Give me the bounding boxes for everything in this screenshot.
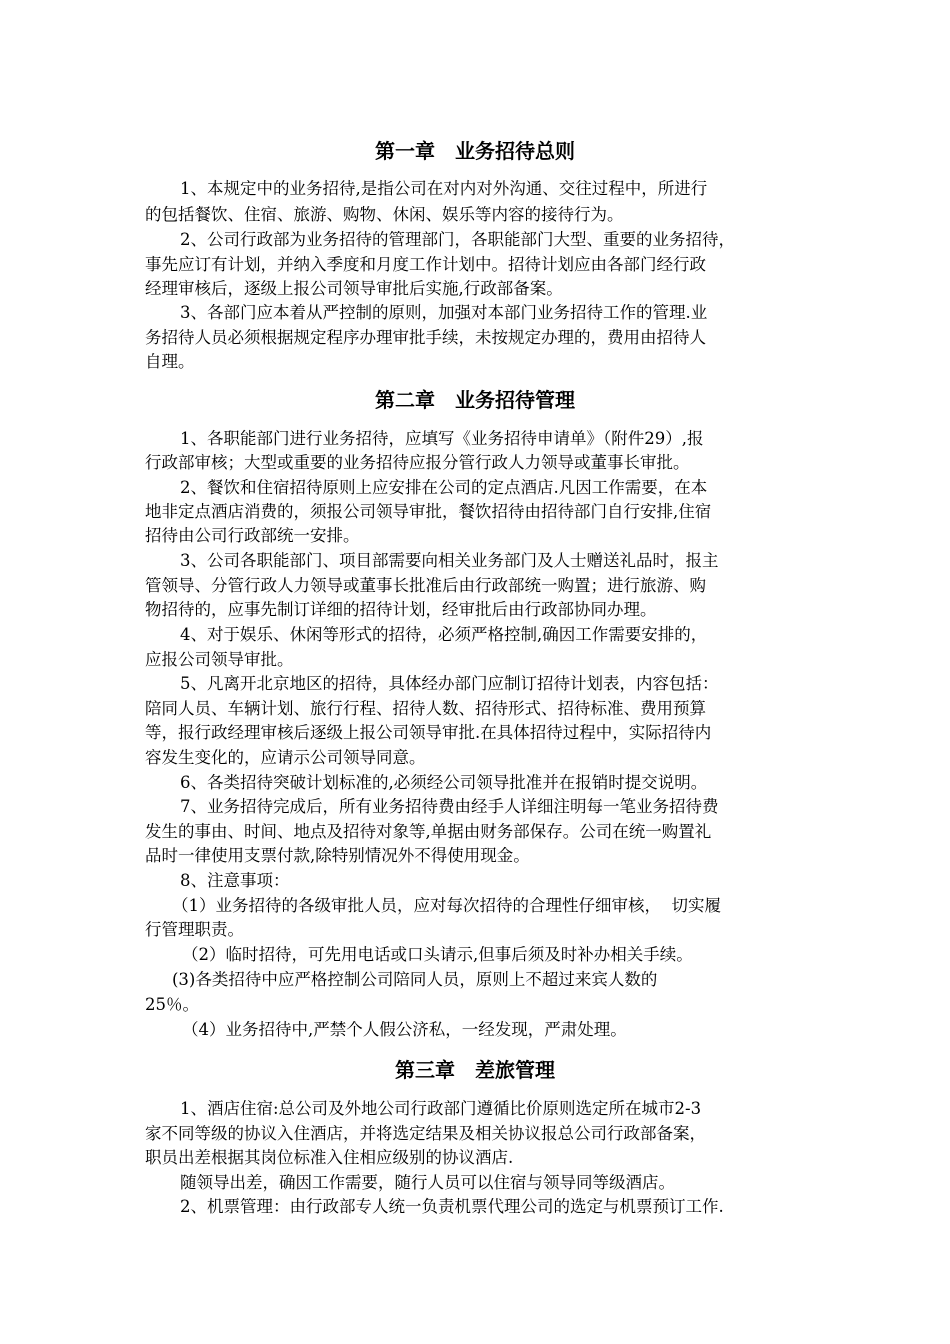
chapter-2-line-9: 4、对于娱乐、休闲等形式的招待，必须严格控制,确因工作需要安排的， [180, 625, 708, 644]
chapter-1-line-7: 务招待人员必须根据规定程序办理审批手续，未按规定办理的，费用由招待人 [145, 328, 706, 347]
chapter-2-line-17: 发生的事由、时间、地点及招待对象等,单据由财务部保存。公司在统一购置礼 [145, 822, 712, 841]
chapter-2-line-19: 8、注意事项： [180, 871, 290, 890]
chapter-1-line-1: 1、本规定中的业务招待,是指公司在对内对外沟通、交往过程中，所进行 [180, 179, 708, 198]
chapter-2-line-2: 行政部审核；大型或重要的业务招待应报分管行政人力领导或董事长审批。 [145, 453, 690, 472]
chapter-3-line-4: 随领导出差，确因工作需要，随行人员可以住宿与领导同等级酒店。 [180, 1173, 675, 1192]
chapter-1-line-4: 事先应订有计划，并纳入季度和月度工作计划中。招待计划应由各部门经行政 [145, 255, 706, 274]
chapter-2-line-20: （1）业务招待的各级审批人员，应对每次招待的合理性仔细审核， 切实履 [172, 896, 721, 915]
chapter-2-line-8: 物招待的，应事先制订详细的招待计划，经审批后由行政部协同办理。 [145, 600, 657, 619]
chapter-2-line-10: 应报公司领导审批。 [145, 650, 294, 669]
chapter-2-line-22: （2）临时招待，可先用电话或口头请示,但事后须及时补办相关手续。 [182, 945, 693, 964]
chapter-1-line-5: 经理审核后，逐级上报公司领导审批后实施,行政部备案。 [145, 279, 563, 298]
chapter-2-line-14: 容发生变化的，应请示公司领导同意。 [145, 748, 426, 767]
chapter-2-line-15: 6、各类招待突破计划标准的,必须经公司领导批准并在报销时提交说明。 [180, 773, 708, 792]
chapter-2-line-5: 招待由公司行政部统一安排。 [145, 526, 360, 545]
chapter-3-line-2: 家不同等级的协议入住酒店，并将选定结果及相关协议报总公司行政部备案， [145, 1124, 706, 1143]
chapter-1-line-2: 的包括餐饮、住宿、旅游、购物、休闲、娱乐等内容的接待行为。 [145, 205, 624, 224]
chapter-2-line-23: (3)各类招待中应严格控制公司陪同人员，原则上不超过来宾人数的 [172, 970, 658, 989]
chapter-3-heading: 第三章 差旅管理 [395, 1058, 555, 1082]
chapter-3-line-3: 职员出差根据其岗位标准入住相应级别的协议酒店. [145, 1148, 514, 1167]
chapter-2-line-18: 品时一律使用支票付款,除特别情况外不得使用现金。 [145, 846, 530, 865]
chapter-2-line-25: （4）业务招待中,严禁个人假公济私，一经发现，严肃处理。 [182, 1020, 627, 1039]
chapter-1-line-6: 3、各部门应本着从严控制的原则，加强对本部门业务招待工作的管理.业 [180, 303, 708, 322]
chapter-1-line-8: 自理。 [145, 352, 195, 371]
chapter-1-line-3: 2、公司行政部为业务招待的管理部门，各职能部门大型、重要的业务招待， [180, 230, 735, 249]
chapter-2-line-24: 25％。 [145, 995, 199, 1014]
chapter-1-heading: 第一章 业务招待总则 [375, 139, 575, 163]
chapter-2-line-7: 管领导、分管行政人力领导或董事长批准后由行政部统一购置；进行旅游、购 [145, 576, 706, 595]
chapter-2-line-11: 5、凡离开北京地区的招待，具体经办部门应制订招待计划表，内容包括： [180, 674, 719, 693]
chapter-3-line-1: 1、酒店住宿:总公司及外地公司行政部门遵循比价原则选定所在城市2-3 [180, 1099, 702, 1118]
chapter-2-line-16: 7、业务招待完成后，所有业务招待费由经手人详细注明每一笔业务招待费 [180, 797, 719, 816]
chapter-2-line-6: 3、公司各职能部门、项目部需要向相关业务部门及人士赠送礼品时，报主 [180, 551, 719, 570]
chapter-3-line-5: 2、机票管理：由行政部专人统一负责机票代理公司的选定与机票预订工作. [180, 1197, 724, 1216]
chapter-2-line-1: 1、各职能部门进行业务招待，应填写《业务招待申请单》（附件29）,报 [180, 429, 704, 448]
chapter-2-line-12: 陪同人员、车辆计划、旅行行程、招待人数、招待形式、招待标准、费用预算 [145, 699, 706, 718]
chapter-2-heading: 第二章 业务招待管理 [375, 388, 575, 412]
chapter-2-line-13: 等，报行政经理审核后逐级上报公司领导审批.在具体招待过程中，实际招待内 [145, 723, 712, 742]
chapter-2-line-4: 地非定点酒店消费的，须报公司领导审批，餐饮招待由招待部门自行安排,住宿 [145, 502, 712, 521]
chapter-2-line-21: 行管理职责。 [145, 920, 244, 939]
chapter-2-line-3: 2、餐饮和住宿招待原则上应安排在公司的定点酒店.凡因工作需要，在本 [180, 478, 708, 497]
